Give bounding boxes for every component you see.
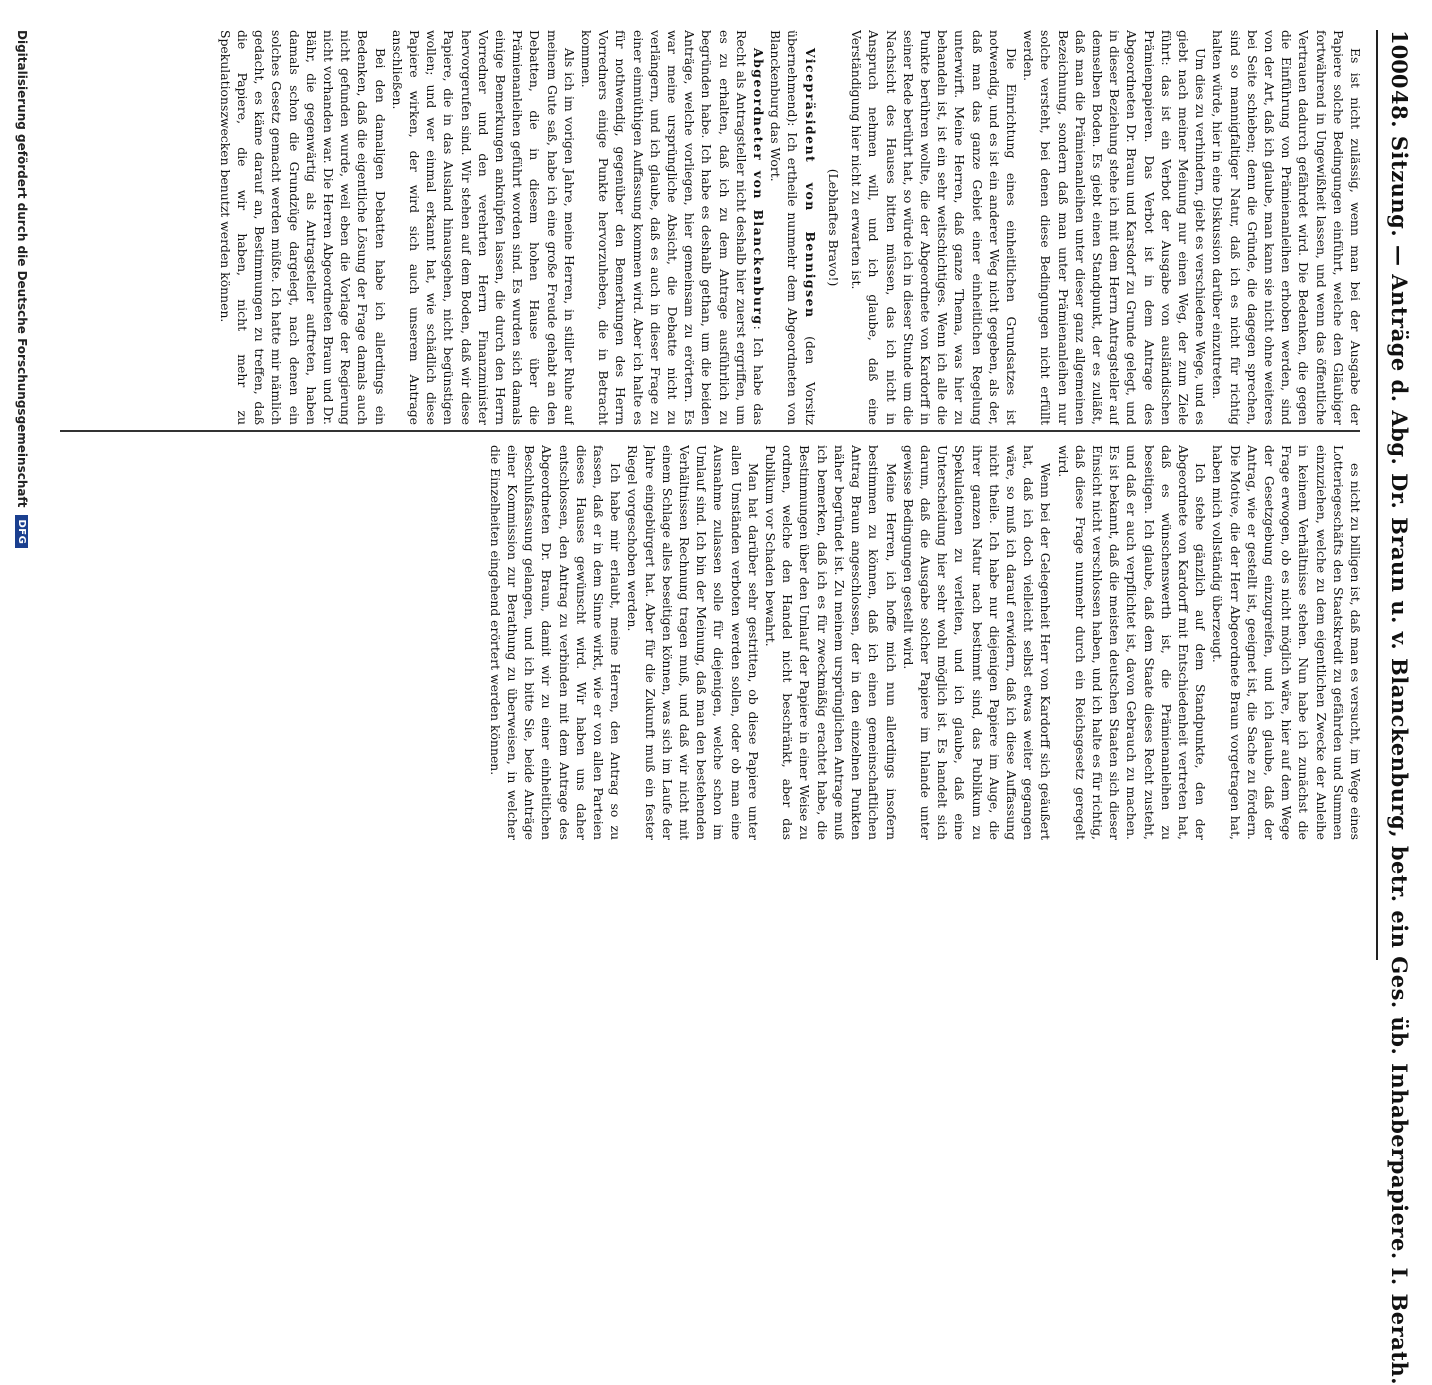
paragraph: Als ich im vorigen Jahre, meine Herren, in stiller Ruhe auf meinem Gute saß, habe ich eine große Freude gehabt an den Debatten, die in diesem hohen Hause über die Prämienanleihen geführt worden sind. Es wurden sich damals einige Bemerkungen anknüpfen lassen, die durch den Herrn Vorredner und den verehrten Herrn Finanzminister hervorgerufen sind. Wir stehen auf dem Boden, daß wir diese Papiere, die in das Ausland hinausgehen, nicht begünstigen wollen; und wer einmal erkannt hat, wie schädlich diese Papiere wirken, der wird sich auch unserem Antrage anschließen. [389,30,577,425]
paragraph: Es ist nicht zulässig, wenn man bei der Ausgabe der Papiere solche Bedingungen einführt, welche den Gläubiger fortwährend in Ungewißheit lassen, und wenn das öffentliche Vertrauen dadurch gefährdet wird. Die Bedenken, die gegen die Einführung von Prämienanleihen erhoben werden, sind von der Art, daß ich glaube, man kann sie nicht ohne weiteres bei Seite schieben; denn die Gründe, die dagegen sprechen, sind so mannigfaltiger Natur, daß ich es nicht für richtig halten würde, hier in eine Diskussion darüber einzutreten. [1210,30,1363,425]
column-divider [60,430,1360,432]
funding-note-text: Digitalisierung gefördert durch die Deutsche Forschungsgemeinschaft [15,30,29,508]
paragraph: Ich stehe gänzlich auf dem Standpunkte, den der Abgeordnete von Kardorff mit Entschiedenheit vertreten hat, daß es wünschenswerth ist, die Prämienanleihen zu beseitigen. Ich glaube, daß dem Staate dieses Recht zusteht, und daß er auch verpflichtet ist, davon Gebrauch zu machen. Es ist bekannt, daß die meisten deutschen Staaten sich dieser Einsicht nicht verschlossen haben, und ich halte es für richtig, daß diese Frage nunmehr durch ein Reichsgesetz geregelt wird. [1055,445,1209,840]
speaker-name: Vicepräsident von Bennigsen [802,48,818,319]
paragraph: Meine Herren, ich hoffe mich nun allerdings insofern bestimmen zu können, daß ich einen gemeinschaftlichen Antrag Braun angeschlossen, der in den einzelnen Punkten näher begründet ist. Zu meinem ursprünglichen Antrage muß ich bemerken, daß ich es für zweckmäßig erachtet habe, die Bestimmungen über den Umlauf der Papiere in einer Weise zu ordnen, welche den Handel nicht beschränkt, aber das Publikum vor Schaden bewahrt. [763,445,899,840]
paragraph: es nicht zu billigen ist, daß man es versucht, im Wege eines Lotteriegeschäfts den Staatskredit zu gefährden und Summen einzuziehen, welche zu dem eigentlichen Zwecke der Anleihe in keinem Verhältnisse stehen. Nun habe ich zunächst die Frage erwogen, ob es nicht möglich wäre, hier auf dem Wege der Gesetzgebung einzugreifen, und ich glaube, daß der Antrag, wie er gestellt ist, geeignet ist, die Sache zu fördern. Die Motive, die der Herr Abgeordnete Braun vorgetragen hat, haben mich vollständig überzeugt. [1210,445,1363,840]
right-column [54,445,1364,840]
page-number: 1000 [1387,30,1412,89]
paragraph: Bei den damaligen Debatten habe ich allerdings ein Bedenken, daß die eigentliche Lösung der Frage damals auch nicht gefunden wurde, weil eben die Vorlage der Regierung nicht vorhanden war. Die Herren Abgeordneten Braun und Dr. Bähr, die gegenwärtig als Antragsteller auftreten, haben damals schon die Grundzüge dargelegt, nach denen ein solches Gesetz gemacht werden müßte. Ich hatte mir nämlich gedacht, es käme darauf an, Bestimmungen zu treffen, daß die Papiere, die wir haben, nicht mehr zu Spekulationszwecken benutzt werden können. [217,30,388,425]
page-title: 48. Sitzung. — Anträge d. Abg. Dr. Braun u. v. Blanckenburg, betr. ein Ges. üb. Inhaberpapiere. I. Berath. [1387,90,1412,1385]
paragraph: Wenn bei der Gelegenheit Herr von Kardorff sich geäußert hat, daß ich doch vielleicht selbst etwas weiter gegangen wäre, so muß ich darauf erwidern, daß ich diese Auffassung nicht theile. Ich habe nur diejenigen Papiere im Auge, die ihrer ganzen Natur nach bestimmt sind, das Publikum zu Spekulationen zu verleiten, und ich glaube, daß eine Unterscheidung hier sehr wohl möglich ist. Es handelt sich darum, daß die Ausgabe solcher Papiere im Inlande unter gewisse Bedingungen gestellt wird. [900,445,1054,840]
page-header [1376,30,1418,1385]
paragraph: Die Einrichtung eines einheitlichen Grundsatzes ist notwendig, und es ist ein anderer Weg nicht gegeben, als der, daß man das ganze Gebiet einer einheitlichen Regelung unterwirft. Meine Herren, daß ganze Thema, was hier zu behandeln ist, ist ein sehr weitschichtiges. Wenn ich alle die Punkte berühren wollte, die der Abgeordnete von Kardorff in seiner Rede berührt hat, so würde ich in dieser Stunde um die Nachsicht des Hauses bitten müssen, das ich nicht in Anspruch nehmen will, und ich glaube, daß eine Verständigung hier nicht zu erwarten ist. [849,30,1019,425]
digitization-note [10,30,34,960]
paragraph: Man hat darüber sehr gestritten, ob diese Papiere unter allen Umständen verboten werden sollen, oder ob man eine Ausnahme zulassen solle für diejenigen, welche schon im Umlauf sind. Ich bin der Meinung, daß man den bestehenden Verhältnissen Rechnung tragen muß, und daß wir nicht mit einem Schlage alles beseitigen können, was sich im Laufe der Jahre eingebürgert hat. Aber für die Zukunft muß ein fester Riegel vorgeschoben werden. [625,445,761,840]
paragraph [578,30,767,425]
speech-text: (den Vorsitz übernehmend): Ich ertheile nunmehr dem Abgeordneten von Blanckenburg das Wort. [768,30,818,425]
speaker-name: Abgeordneter von Blanckenburg [751,48,767,326]
paragraph [767,30,819,425]
stage-direction: (Lebhaftes Bravo!) [825,168,841,287]
header-rule [1376,30,1378,960]
paragraph: Um dies zu verhindern, giebt es verschiedene Wege, und es giebt nach meiner Meinung nur einen Weg, der zum Ziele führt: das ist ein Verbot der Ausgabe von ausländischen Prämienpapieren. Das Verbot ist in dem Antrage des Abgeordneten Dr. Braun und Karsdorf zu Grunde gelegt, und in dieser Beziehung stehe ich mit dem Herrn Antragsteller auf demselben Boden. Es giebt einen Standpunkt, der es zuläßt, daß man die Prämienanleihen unter dieser ganz allgemeinen Bezeichnung, sondern daß man unter Prämienanleihen nur solche versteht, bei denen diese Bedingungen nicht erfüllt werden. [1021,30,1209,425]
paragraph: Ich habe mir erlaubt, meine Herren, den Antrag so zu fassen, daß er in dem Sinne wirkt, wie er von allen Parteien dieses Hauses gewünscht wird. Wir haben uns daher entschlossen, den Antrag zu verbinden mit dem Antrage des Abgeordneten Dr. Braun, damit wir zu einer einheitlichen Beschlußfassung gelangen, und ich bitte Sie, beide Anträge einer Kommission zur Berathung zu überweisen, in welcher die Einzelheiten eingehend erörtert werden können. [487,445,624,840]
left-column [54,30,1364,425]
speech-text: : Ich habe das Recht als Antragsteller nicht deshalb hier zuerst ergriffen, um es zu erhalten, daß ich zu dem Antrage ausführlich zu begründen habe. Ich habe es deshalb gethan, um die beiden Anträge, welche vorliegen, hier gemeinsam zu erörtern. Es war meine ursprüngliche Absicht, die Debatte nicht zu verlängern, und ich glaube, daß es auch in dieser Frage zu einer einmüthigen Auffassung kommen wird. Aber ich halte es für nothwendig, gegenüber den Bemerkungen des Herrn Vorredners einige Punkte hervorzuheben, die in Betracht kommen. [579,30,767,425]
dfg-logo: DFG [16,515,29,548]
